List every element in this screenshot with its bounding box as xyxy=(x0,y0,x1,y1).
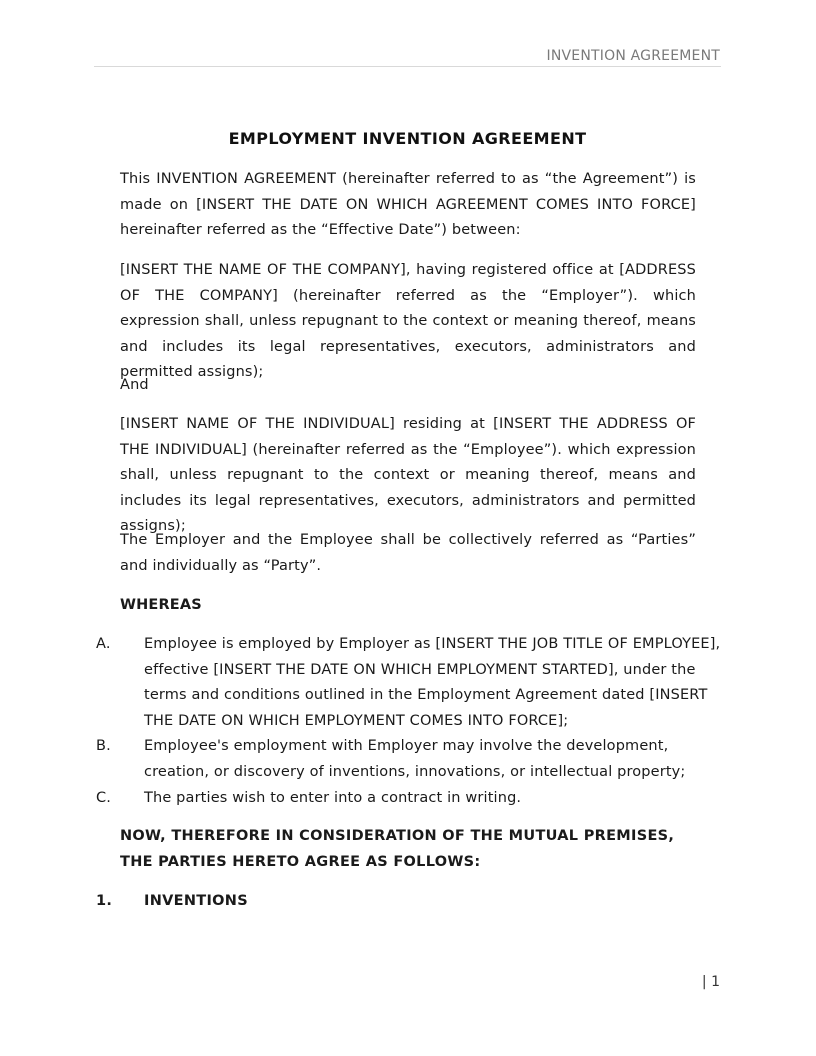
whereas-heading: WHEREAS xyxy=(120,597,202,613)
recital-marker: C. xyxy=(96,789,112,806)
intro-paragraph: This INVENTION AGREEMENT (hereinafter referred to as “the Agreement”) is made on [INSERT THE DATE ON WHICH AGREEMENT COMES INTO FORCE] hereinafter referred as the “Effective Date”) between: xyxy=(120,171,696,239)
and-paragraph: And xyxy=(120,377,149,393)
employer-paragraph: [INSERT THE NAME OF THE COMPANY], having registered office at [ADDRESS OF THE COMPANY] (hereinafter referred as the “Employer”). which expression shall, unless repugnant to the context or meaning thereof, means and includes its legal representatives, executors, administrators and permitted assigns); xyxy=(120,262,696,381)
recital-marker: A. xyxy=(96,636,111,652)
recital-text: The parties wish to enter into a contract in writing. xyxy=(144,789,522,806)
recital-text: Employee's employment with Employer may involve the development, creation, or discovery of inventions, innovations, or intellectual property; xyxy=(144,738,686,780)
parties-paragraph: The Employer and the Employee shall be collectively referred as “Parties” and individually as “Party”. xyxy=(120,532,696,574)
employee-paragraph: [INSERT NAME OF THE INDIVIDUAL] residing at [INSERT THE ADDRESS OF THE INDIVIDUAL] (hereinafter referred as the “Employee”). which expression shall, unless repugnant to the context or meaning thereof, means and includes its legal representatives, executors, administrators and permitted assigns); xyxy=(120,416,696,535)
recital-text: Employee is employed by Employer as [INSERT THE JOB TITLE OF EMPLOYEE], effective [INSERT THE DATE ON WHICH EMPLOYMENT STARTED], under the terms and conditions outlined in the Employment Agreement dated [INSERT THE DATE ON WHICH EMPLOYMENT COMES INTO FORCE]; xyxy=(144,636,721,729)
recitals-list xyxy=(96,632,721,811)
recital-item xyxy=(96,734,721,785)
agreement-clause: NOW, THEREFORE IN CONSIDERATION OF THE MUTUAL PREMISES, THE PARTIES HERETO AGREE AS FOLLOWS: xyxy=(120,828,675,870)
recital-marker: B. xyxy=(96,738,111,755)
recital-item xyxy=(96,786,721,812)
page-header xyxy=(94,47,721,67)
recital-item xyxy=(96,632,721,734)
section-title: INVENTIONS xyxy=(144,893,248,909)
section-number: 1. xyxy=(96,893,113,909)
header-title: INVENTION AGREEMENT xyxy=(546,48,720,64)
document-title: EMPLOYMENT INVENTION AGREEMENT xyxy=(228,129,587,148)
page-number: | 1 xyxy=(701,974,720,990)
